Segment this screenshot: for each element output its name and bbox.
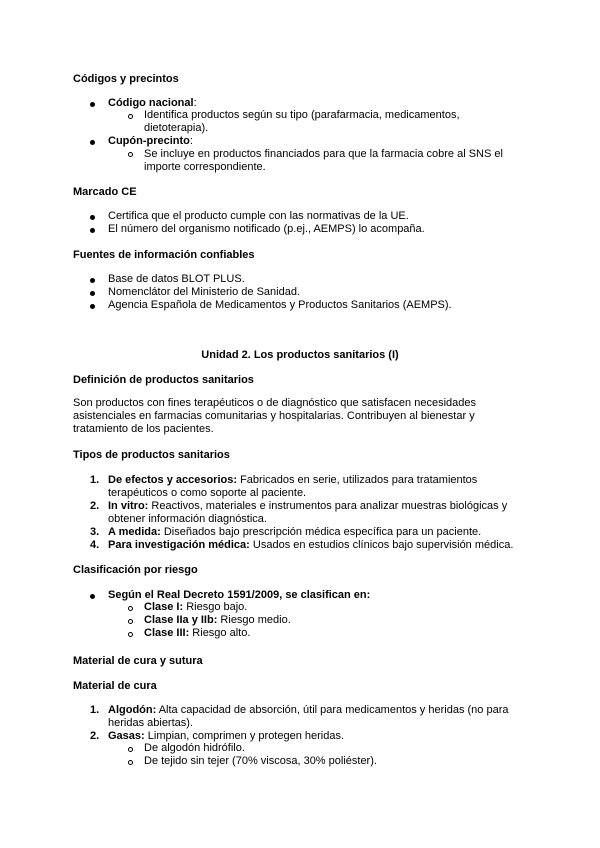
item-text: Alta capacidad de absorción, útil para medicamentos y heridas (no para — [156, 704, 509, 716]
list-item: Agencia Española de Medicamentos y Productos Sanitarios (AEMPS). — [108, 299, 452, 311]
bullet-icon — [90, 228, 95, 233]
list-item — [108, 704, 508, 717]
list-number: 1. — [90, 474, 100, 486]
item-label: Para investigación médica: — [108, 539, 250, 551]
list-item: Según el Real Decreto 1591/2009, se clasifican en: — [108, 589, 371, 601]
sub-item-line: Identifica productos según su tipo (parafarmacia, medicamentos, — [144, 109, 460, 121]
list-number: 3. — [90, 526, 100, 538]
sub-item-line: Se incluye en productos financiados para que la farmacia cobre al SNS el — [144, 148, 503, 160]
list-item-line: terapéuticos o como soporte al paciente. — [108, 487, 307, 499]
bullet-icon — [90, 304, 95, 309]
list-item — [108, 474, 477, 487]
paragraph-line: asistenciales en farmacias comunitarias y hospitalarias. Contribuyen al bienestar y — [73, 410, 475, 422]
circle-bullet-icon — [128, 760, 133, 765]
heading-tipos: Tipos de productos sanitarios — [73, 449, 230, 461]
circle-bullet-icon — [128, 632, 133, 637]
item-text: Reactivos, materiales e instrumentos para analizar muestras biológicas y — [148, 500, 508, 512]
sub-item: De tejido sin tejer (70% viscosa, 30% poliéster). — [144, 755, 377, 767]
heading-marcado: Marcado CE — [73, 186, 137, 198]
sub-item — [144, 627, 250, 640]
item-label: In vitro: — [108, 500, 149, 512]
heading-codigos: Códigos y precintos — [73, 73, 179, 85]
item-text: Usados en estudios clínicos bajo supervisión médica. — [249, 539, 514, 551]
list-item: Nomenclátor del Ministerio de Sanidad. — [108, 286, 300, 298]
item-text: Fabricados en serie, utilizados para tratamientos — [237, 474, 478, 486]
circle-bullet-icon — [128, 152, 133, 157]
item-label: Clase IIa y IIb: — [144, 614, 218, 626]
paragraph-line: Son productos con fines terapéuticos o de diagnóstico que satisfacen necesidades — [73, 397, 476, 409]
bullet-icon — [90, 140, 95, 145]
item-text: Riesgo alto. — [189, 627, 251, 639]
list-item: Certifica que el producto cumple con las normativas de la UE. — [108, 210, 409, 222]
list-item: Base de datos BLOT PLUS. — [108, 273, 245, 285]
item-label: Código nacional — [108, 97, 194, 109]
sub-item-line: dietoterapia). — [144, 122, 209, 134]
list-number: 2. — [90, 500, 100, 512]
item-label: A medida: — [108, 526, 161, 538]
list-number: 1. — [90, 704, 100, 716]
bullet-icon — [90, 594, 95, 599]
item-label: Clase III: — [144, 627, 190, 639]
item-text: Riesgo medio. — [217, 614, 291, 626]
bullet-icon — [90, 278, 95, 283]
item-label: Clase I: — [144, 601, 184, 613]
item-text: Riesgo bajo. — [183, 601, 248, 613]
bullet-icon — [90, 215, 95, 220]
list-item — [108, 526, 481, 539]
list-item — [108, 135, 193, 148]
list-item — [108, 500, 507, 513]
circle-bullet-icon — [128, 114, 133, 119]
sub-item-line: importe correspondiente. — [144, 161, 266, 173]
list-item-line: heridas abiertas). — [108, 717, 193, 729]
item-label: Gasas: — [108, 730, 145, 742]
circle-bullet-icon — [128, 606, 133, 611]
heading-material-cura-sutura: Material de cura y sutura — [73, 655, 203, 667]
sub-item: De algodón hidrófilo. — [144, 742, 245, 754]
list-item — [108, 539, 513, 552]
item-label: Algodón: — [108, 704, 157, 716]
list-number: 2. — [90, 730, 100, 742]
item-suffix: : — [189, 135, 193, 147]
list-number: 4. — [90, 539, 100, 551]
item-text: Diseñados bajo prescripción médica específica para un paciente. — [160, 526, 482, 538]
sub-item — [144, 601, 247, 614]
list-item-line: obtener información diagnóstica. — [108, 513, 267, 525]
bullet-icon — [90, 291, 95, 296]
sub-item — [144, 614, 291, 627]
heading-clasificacion: Clasificación por riesgo — [73, 564, 198, 576]
item-label: Cupón-precinto — [108, 135, 190, 147]
heading-material-cura: Material de cura — [73, 680, 157, 692]
list-item: El número del organismo notificado (p.ej., AEMPS) lo acompaña. — [108, 223, 425, 235]
item-label: De efectos y accesorios: — [108, 474, 238, 486]
circle-bullet-icon — [128, 747, 133, 752]
heading-fuentes: Fuentes de información confiables — [73, 249, 255, 261]
item-text: Limpian, comprimen y protegen heridas. — [144, 730, 345, 742]
heading-definicion: Definición de productos sanitarios — [73, 374, 254, 386]
item-suffix: : — [193, 97, 197, 109]
circle-bullet-icon — [128, 619, 133, 624]
bullet-icon — [90, 102, 95, 107]
paragraph-line: tratamiento de los pacientes. — [73, 423, 214, 435]
unit-title: Unidad 2. Los productos sanitarios (I) — [201, 349, 399, 361]
